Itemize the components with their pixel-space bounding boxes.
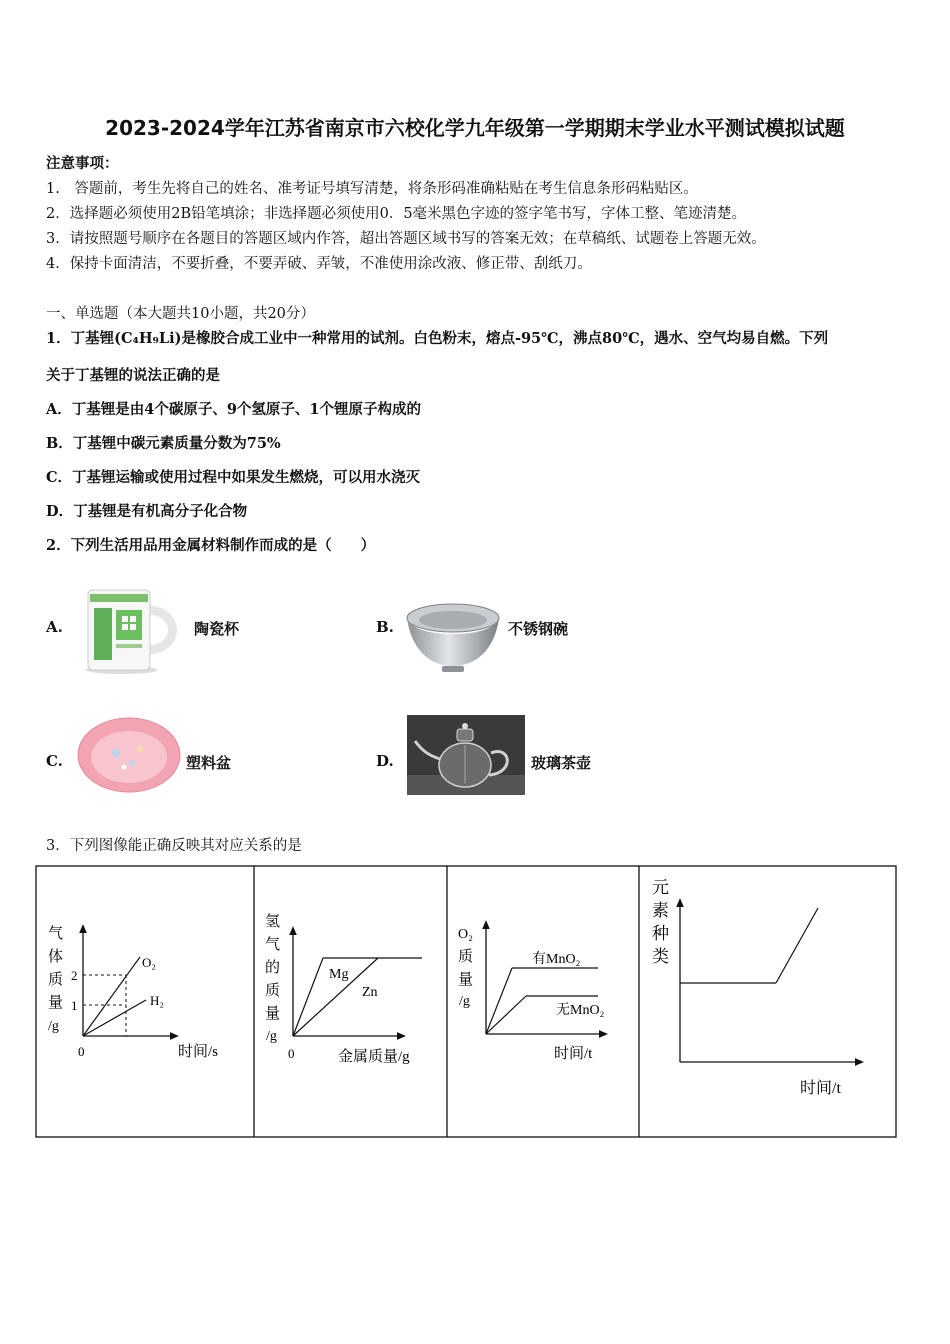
- graph-4-xlabel: 时间/t: [800, 1080, 841, 1097]
- graph-1-origin: 0: [78, 1044, 85, 1059]
- graph-2-ylabel: 量: [265, 1006, 281, 1022]
- q2-option-a-label: 陶瓷杯: [194, 620, 240, 638]
- notice-item: 4．保持卡面清洁，不要折叠，不要弄破、弄皱，不准使用涂改液、修正带、刮纸刀。: [46, 256, 592, 272]
- graph-3-oxygen-mass-vs-time: [458, 924, 605, 1062]
- q2-option-c-label: 塑料盆: [186, 754, 232, 772]
- graph-2-xlabel: 金属质量/g: [338, 1049, 410, 1065]
- graph-1-series-label: O₂: [142, 955, 156, 970]
- page-title: 2023-2024学年江苏省南京市六校化学九年级第一学期期末学业水平测试模拟试题: [105, 116, 845, 140]
- graph-1-xlabel: 时间/s: [178, 1044, 219, 1060]
- question-3-stem: 3．下列图像能正确反映其对应关系的是: [46, 838, 302, 854]
- q1-option-d[interactable]: D．丁基锂是有机高分子化合物: [46, 503, 248, 520]
- graph-4-ylabel: 元: [652, 878, 669, 897]
- q2-option-d-label: 玻璃茶壶: [531, 754, 592, 772]
- graph-1-gas-mass-vs-time: [48, 925, 218, 1060]
- question-1-stem: 1．丁基锂(C₄H₉Li)是橡胶合成工业中一种常用的试剂。白色粉末，熔点-95℃，沸点80℃，遇水、空气均易自燃。下列: [46, 330, 829, 347]
- graph-1-ylabel: 量: [48, 995, 64, 1011]
- q2-option-d-letter[interactable]: D.: [376, 752, 394, 770]
- q2-option-a-letter[interactable]: A.: [46, 618, 63, 636]
- q1-option-c[interactable]: C．丁基锂运输或使用过程中如果发生燃烧，可以用水浇灭: [46, 469, 421, 486]
- graph-4-ylabel: 类: [652, 947, 669, 966]
- graph-2-hydrogen-mass-vs-metal: [265, 913, 422, 1065]
- graph-1-ylabel: 质: [48, 972, 64, 988]
- graph-3-series-label: 无MnO₂: [556, 1003, 605, 1018]
- section-heading: 一、单选题（本大题共10小题，共20分）: [46, 306, 315, 322]
- notice-heading: 注意事项：: [46, 155, 119, 172]
- graph-3-ylabel: 质: [458, 949, 474, 965]
- graph-4-ylabel: 种: [652, 924, 669, 943]
- question-1-stem-cont: 关于丁基锂的说法正确的是: [46, 367, 220, 384]
- graph-2-series-label: Mg: [329, 967, 349, 982]
- graph-2-series-label: Zn: [362, 985, 378, 1000]
- notice-item: 1. 答题前，考生先将自己的姓名、准考证号填写清楚，将条形码准确粘贴在考生信息条形码粘贴区。: [46, 181, 698, 197]
- question-2-stem: 2．下列生活用品用金属材料制作而成的是（ ）: [46, 537, 376, 554]
- graph-3-ylabel: O₂: [458, 927, 473, 942]
- graph-4-element-types-vs-time: [652, 878, 860, 1097]
- graph-2-ylabel: 的: [265, 960, 281, 976]
- graph-2-ylabel: /g: [266, 1029, 277, 1044]
- graph-4-ylabel: 素: [652, 901, 669, 920]
- q2-option-c-letter[interactable]: C.: [46, 752, 63, 770]
- graph-2-origin: 0: [288, 1046, 295, 1061]
- graph-1-ylabel: 体: [48, 949, 64, 965]
- graph-1-ylabel: 气: [48, 926, 64, 942]
- graph-1-tick: 1: [71, 998, 78, 1013]
- q1-option-b[interactable]: B．丁基锂中碳元素质量分数为75%: [46, 435, 281, 452]
- notice-item: 3．请按照题号顺序在各题目的答题区域内作答，超出答题区域书写的答案无效；在草稿纸、试题卷上答题无效。: [46, 231, 766, 247]
- graph-2-ylabel: 质: [265, 983, 281, 999]
- graph-3-xlabel: 时间/t: [554, 1046, 593, 1062]
- graph-1-series-label: H₂: [150, 993, 164, 1008]
- q2-option-b-label: 不锈钢碗: [508, 620, 569, 638]
- q1-option-a[interactable]: A．丁基锂是由4个碳原子、9个氢原子、1个锂原子构成的: [46, 401, 422, 418]
- graph-3-ylabel: 量: [458, 972, 474, 988]
- graph-3-ylabel: /g: [459, 994, 470, 1009]
- graph-2-ylabel: 氢: [265, 914, 281, 930]
- graph-3-series-label: 有MnO₂: [532, 952, 581, 967]
- graph-2-ylabel: 气: [265, 937, 281, 953]
- graph-1-ylabel: /g: [48, 1019, 59, 1034]
- notice-item: 2．选择题必须使用2B铅笔填涂；非选择题必须使用0．5毫米黑色字迹的签字笔书写，字体工整、笔迹清楚。: [46, 206, 747, 222]
- q2-option-b-letter[interactable]: B.: [376, 618, 394, 636]
- graph-1-tick: 2: [71, 968, 78, 983]
